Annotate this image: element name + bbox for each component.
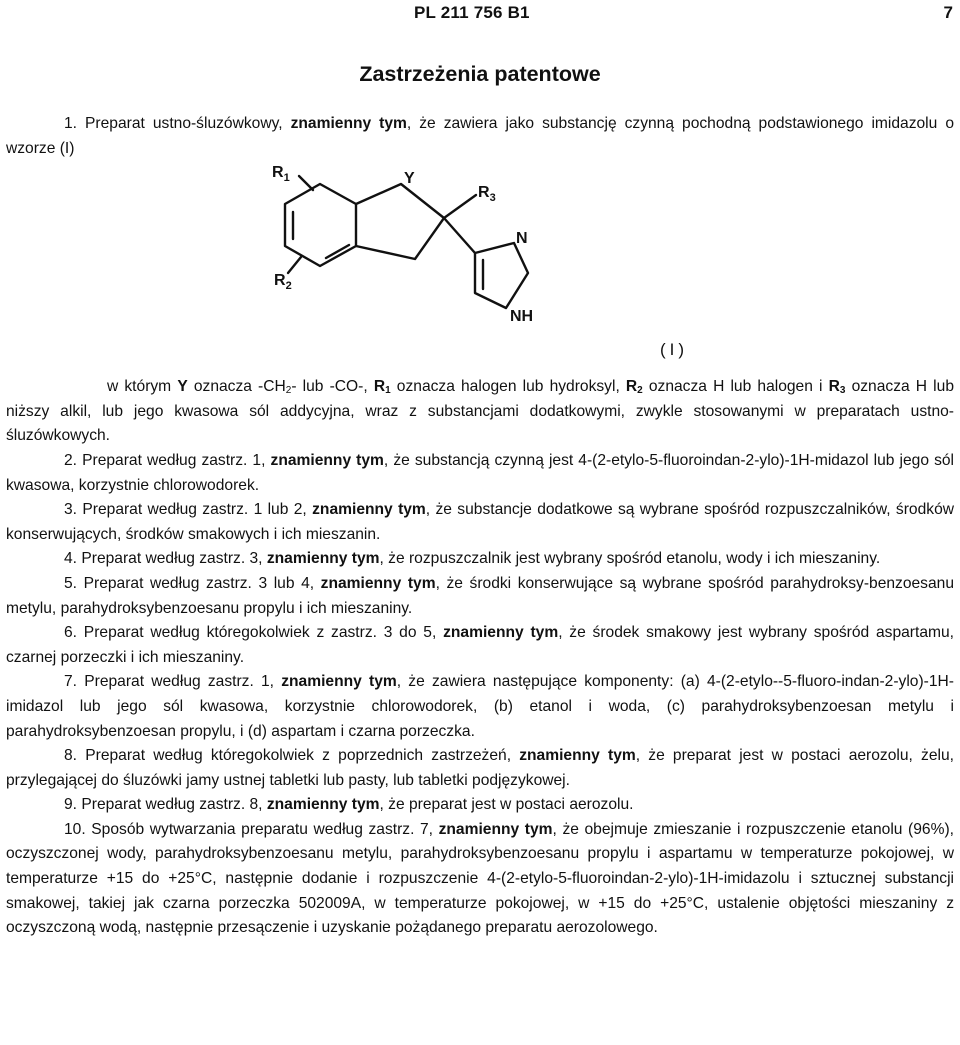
claim-6: 6. Preparat według któregokolwiek z zastrz. 3 do 5, znamienny tym, że środek smakowy jest wybrany spośród aspartamu, czarnej porzeczki i ich mieszaniny. [6, 624, 954, 666]
claim-1-number: 1. [64, 115, 78, 132]
claim-2: 2. Preparat według zastrz. 1, znamienny tym, że substancją czynną jest 4-(2-etylo-5-fluoroindan-2-ylo)-1H-midazol lub jego sól kwasowa, korzystnie chlorowodorek. [6, 451, 955, 494]
formula-label: (I) [660, 340, 689, 360]
svg-text:N: N [516, 230, 528, 248]
claim-4: 4. Preparat według zastrz. 3, znamienny tym, że rozpuszczalnik jest wybrany spośród etanolu, wody i ich mieszaniny. [64, 550, 881, 568]
structure-diagram [268, 161, 698, 333]
page-title: Zastrzeżenia patentowe [359, 62, 601, 86]
claim-8: 8. Preparat według któregokolwiek z poprzednich zastrzeżeń, znamienny tym, że preparat jest w postaci aerozolu, żelu, przylegającej do śluzówki jamy ustnej tabletki lub pasty, lub tabletki podjęzykowej. [6, 747, 954, 789]
patent-number: PL 211 756 B1 [414, 3, 530, 22]
svg-text:NH: NH [510, 308, 534, 326]
chemical-formula [6, 161, 954, 375]
svg-text:R2: $R_2$ [274, 272, 292, 293]
claim-7: 7. Preparat według zastrz. 1, znamienny tym, że zawiera następujące komponenty: (a) 4-(2-etylo--5-fluoro-indan-2-ylo)-1H-imidazol lub jego sól kwasowa, korzystnie chlorowodorek, (b) etanol i woda, (c) parahydroksybenzoesan metylu i parahydroksybenzoesan propylu, i (d) aspartam i czarna porzeczka. [6, 673, 954, 740]
claim-1-definitions: w którym Y oznacza $-CH_2-$ lub -CO-, $R_1$ oznacza halogen lub hydroksyl, $R_2$ oznacza H lub halogen i $R_3$ oznacza H lub niższy alkil, lub jego kwasowa sól addycyjna, wraz z substancjami dodatkowymi, zwykle stosowanymi w preparatach ustno-śluzówkowych. [6, 378, 954, 445]
svg-text:R3: $R_3$ [478, 184, 496, 205]
page-number: 7 [943, 3, 953, 22]
claims-section [6, 112, 954, 941]
claim-5: 5. Preparat według zastrz. 3 lub 4, znamienny tym, że środki konserwujące są wybrane spośród parahydroksy-benzoesanu metylu, parahydroksybenzoesanu propylu i ich mieszaniny. [6, 574, 954, 617]
claim-1: 1. Preparat ustno-śluzówkowy, znamienny tym, że zawiera jako substancję czynną pochodną podstawionego imidazolu o wzorze (I) [6, 115, 954, 157]
claim-9: 9. Preparat według zastrz. 8, znamienny tym, że preparat jest w postaci aerozolu. [64, 796, 634, 814]
svg-text:R1: $R_1$ [272, 164, 290, 185]
claim-3: 3. Preparat według zastrz. 1 lub 2, znamienny tym, że substancje dodatkowe są wybrane spośród rozpuszczalników, środków konserwujących, środków smakowych i ich mieszanin. [6, 501, 954, 543]
claim-10: 10. Sposób wytwarzania preparatu według zastrz. 7, znamienny tym, że obejmuje zmieszanie i rozpuszczenie etanolu (96%), oczyszczonej wody, parahydroksybenzoesanu metylu, parahydroksybenzoesanu propylu i aspartamu w temperaturze pokojowej, w temperaturze +15 do +25°C, następnie dodanie i rozpuszczenie 4-(2-etylo-5-fluoroindan-2-ylo)-1H-imidazolu i sztucznej substancji smakowej, takiej jak czarna porzeczka 502009A, w temperaturze pokojowej, w +15 do +25°C, ustalenie objętości mieszaniny z oczyszczoną wodą, następnie przesączenie i uzyskanie pożądanego preparatu aerozolowego. [6, 820, 954, 937]
svg-text:Y: Y [404, 170, 415, 188]
